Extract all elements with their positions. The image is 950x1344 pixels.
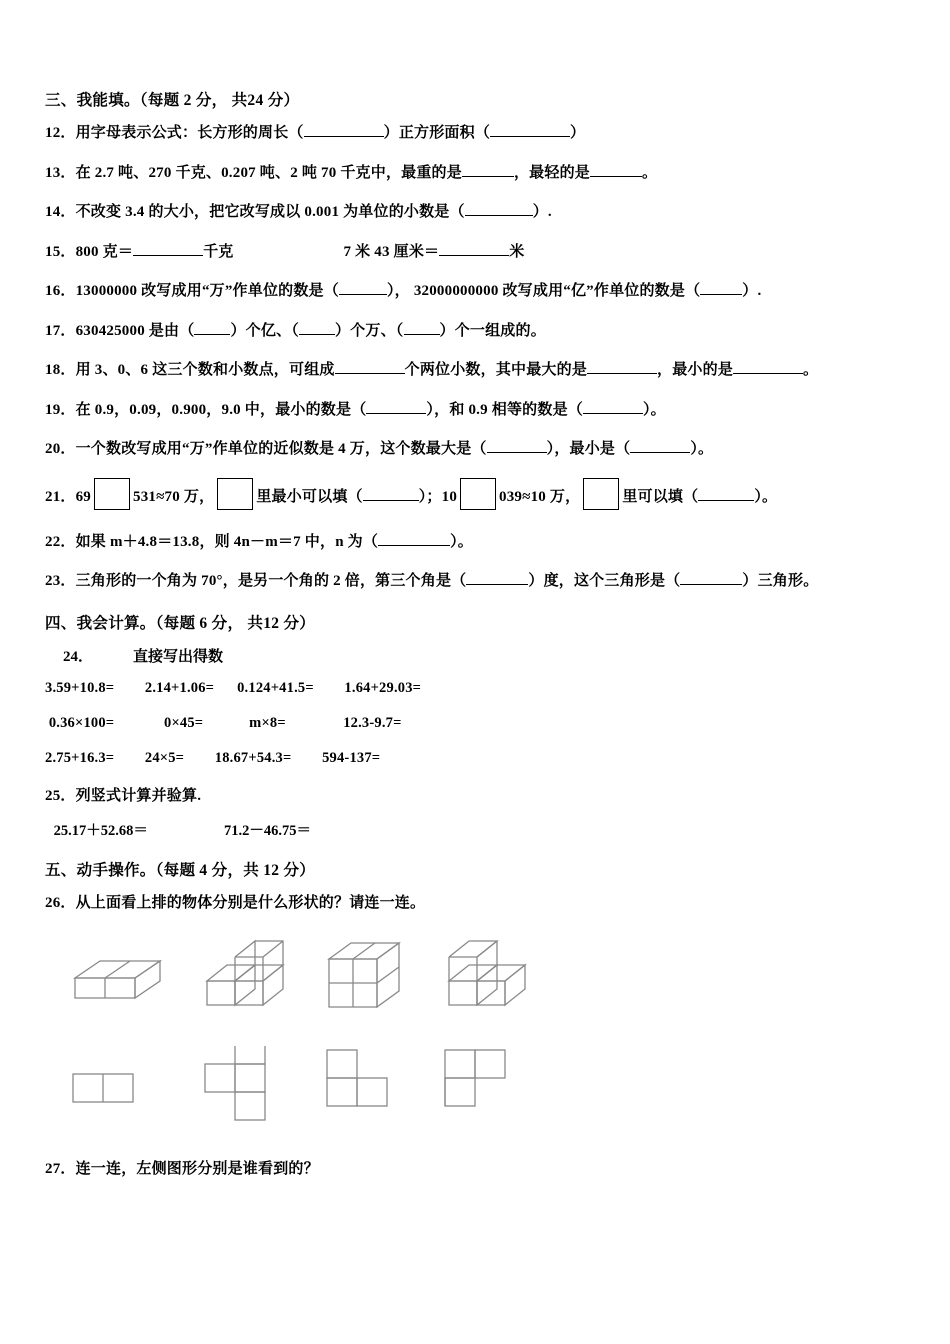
solid-shape-4-icon <box>435 933 555 1028</box>
calc-row-3: 2.75+16.3= 24×5= 18.67+54.3= 594-137= <box>45 749 381 766</box>
answer-blank[interactable] <box>194 334 230 335</box>
question-17-no: 17． <box>45 322 76 339</box>
page-content <box>45 88 910 1197</box>
question-16 <box>45 280 910 303</box>
question-12-text-2: ）正方形面积（ <box>383 125 491 141</box>
question-20-text-3: ）。 <box>690 441 714 457</box>
question-16-text-3: ）. <box>742 283 762 299</box>
question-25-title: 列竖式计算并验算. <box>75 787 202 804</box>
flat-shapes-row <box>45 1046 910 1136</box>
question-27: 27．连一连，左侧图形分别是谁看到的？ <box>45 1160 319 1177</box>
question-21-text-5: 039≈10 万， <box>499 488 581 505</box>
question-19-no: 19． <box>45 401 76 418</box>
solid-shapes-row <box>45 933 910 1028</box>
question-18 <box>45 359 910 382</box>
question-14 <box>45 201 910 224</box>
question-20-text-1: 一个数改写成用“万”作单位的近似数是 4 万，这个数最大是（ <box>75 441 487 457</box>
question-16-text-1: 13000000 改写成用“万”作单位的数是（ <box>75 283 339 299</box>
question-23 <box>45 570 910 593</box>
question-20-no: 20． <box>45 441 76 457</box>
question-14-text-2: ）. <box>532 204 552 220</box>
answer-blank[interactable] <box>335 373 405 374</box>
digit-box[interactable] <box>94 478 130 510</box>
question-25-expressions: 25.17＋52.68＝ 71.2－46.75＝ <box>50 823 311 839</box>
question-26: 26．从上面看上排的物体分别是什么形状的？请连一连。 <box>45 895 426 911</box>
question-19 <box>45 399 910 422</box>
question-12-text-3: ） <box>570 125 586 141</box>
question-13-text-1: 在 2.7 吨、270 千克、0.207 吨、2 吨 70 千克中，最重的是 <box>75 164 462 181</box>
answer-blank[interactable] <box>490 136 570 137</box>
question-23-no: 23． <box>45 573 76 589</box>
answer-blank[interactable] <box>487 452 547 453</box>
question-21-text-4: ）；10 <box>418 488 458 505</box>
question-19-text-1: 在 0.9，0.09，0.900，9.0 中，最小的数是（ <box>75 401 367 418</box>
question-21-text-7: ）。 <box>754 488 778 505</box>
answer-blank[interactable] <box>404 334 440 335</box>
question-21-text-6: 里可以填（ <box>622 488 699 505</box>
question-15-text-4: 米 <box>509 243 525 260</box>
question-15-text-1: 800 克＝ <box>75 243 134 260</box>
question-22-text-2: ）。 <box>450 533 473 550</box>
question-18-text-2: 个两位小数，其中最大的是 <box>404 362 588 378</box>
question-14-no: 14． <box>45 204 76 220</box>
question-17-text-1: 630425000 是由（ <box>75 322 195 339</box>
question-13-text-2: ，最轻的是 <box>513 164 590 181</box>
answer-blank[interactable] <box>439 255 509 256</box>
flat-shape-4-icon <box>435 1046 545 1131</box>
question-20-text-2: ），最小是（ <box>546 441 631 457</box>
question-20 <box>45 438 910 461</box>
question-22 <box>45 531 910 554</box>
answer-blank[interactable] <box>299 334 335 335</box>
question-18-text-1: 用 3、0、6 这三个数和小数点，可组成 <box>75 362 335 378</box>
answer-blank[interactable] <box>583 413 643 414</box>
answer-blank[interactable] <box>700 294 742 295</box>
question-23-text-3: ）三角形。 <box>742 573 819 589</box>
question-25-no: 25． <box>45 787 76 804</box>
question-21-text-2: 531≈70 万， <box>133 488 215 505</box>
answer-blank[interactable] <box>378 545 450 546</box>
question-18-text-3: ，最小的是 <box>657 362 734 378</box>
flat-shape-3-icon <box>317 1046 427 1131</box>
answer-blank[interactable] <box>462 176 514 177</box>
answer-blank[interactable] <box>590 176 642 177</box>
digit-box[interactable] <box>583 478 619 510</box>
question-16-no: 16． <box>45 283 76 299</box>
question-19-text-2: ），和 0.9 相等的数是（ <box>426 401 583 418</box>
question-13 <box>45 162 910 185</box>
answer-blank[interactable] <box>587 373 657 374</box>
question-25 <box>45 785 910 808</box>
answer-blank[interactable] <box>698 500 754 501</box>
answer-blank[interactable] <box>363 500 419 501</box>
question-24 <box>45 645 910 666</box>
question-23-text-1: 三角形的一个角为 70°，是另一个角的 2 倍，第三个角是（ <box>75 573 467 589</box>
answer-blank[interactable] <box>733 373 803 374</box>
question-24-title: 直接写出得数 <box>133 648 224 665</box>
question-12-text-1: 用字母表示公式：长方形的周长（ <box>75 125 304 141</box>
question-18-text-4: 。 <box>803 362 819 378</box>
answer-blank[interactable] <box>466 584 528 585</box>
question-15 <box>45 241 910 264</box>
section-heading-hands-on: 五、动手操作。（每题 4 分，共 12 分） <box>45 862 316 879</box>
question-17-text-4: ）个一组成的。 <box>439 322 546 339</box>
answer-blank[interactable] <box>630 452 690 453</box>
answer-blank[interactable] <box>465 215 533 216</box>
question-17-text-3: ）个万、（ <box>334 322 404 339</box>
question-21 <box>45 478 910 517</box>
question-15-text-2: 千克 <box>203 243 234 260</box>
solid-shape-2-icon <box>195 933 305 1028</box>
question-16-text-2: ）， 32000000000 改写成用“亿”作单位的数是（ <box>386 283 701 299</box>
question-13-text-3: 。 <box>641 164 658 181</box>
question-19-text-3: ）。 <box>642 401 666 418</box>
answer-blank[interactable] <box>304 136 384 137</box>
digit-box[interactable] <box>217 478 253 510</box>
question-17 <box>45 320 910 343</box>
question-15-text-3: 7 米 43 厘米＝ <box>343 243 440 260</box>
question-17-text-2: ）个亿、（ <box>230 322 299 339</box>
digit-box[interactable] <box>460 478 496 510</box>
flat-shape-1-icon <box>65 1056 175 1126</box>
answer-blank[interactable] <box>366 413 426 414</box>
question-22-text-1: 如果 m＋4.8＝13.8，则 4n－m＝7 中，n 为（ <box>75 533 379 550</box>
calc-row-2: 0.36×100= 0×45= m×8= 12.3-9.7= <box>45 714 402 731</box>
answer-blank[interactable] <box>133 255 203 256</box>
question-18-no: 18． <box>45 362 76 378</box>
question-21-no: 21． <box>45 488 76 505</box>
solid-shape-1-icon <box>65 933 175 1023</box>
answer-blank[interactable] <box>680 584 742 585</box>
question-12 <box>45 122 910 145</box>
flat-shape-2-icon <box>195 1046 305 1131</box>
question-15-no: 15． <box>45 243 76 260</box>
question-12-no: 12． <box>45 125 76 141</box>
question-21-text-1: 69 <box>75 488 92 505</box>
answer-blank[interactable] <box>339 294 387 295</box>
question-22-no: 22． <box>45 533 76 550</box>
section-heading-compute: 四、我会计算。（每题 6 分， 共12 分） <box>45 614 316 632</box>
question-23-text-2: ）度，这个三角形是（ <box>528 573 681 589</box>
solid-shape-3-icon <box>317 933 427 1028</box>
calc-row-1: 3.59+10.8= 2.14+1.06= 0.124+41.5= 1.64+29.03= <box>45 679 422 696</box>
question-24-no: 24． <box>63 648 94 665</box>
question-14-text-1: 不改变 3.4 的大小，把它改写成以 0.001 为单位的小数是（ <box>75 204 465 220</box>
section-heading-fill-in: 三、我能填。（每题 2 分， 共24 分） <box>45 92 300 109</box>
question-21-text-3: 里最小可以填（ <box>256 488 363 505</box>
question-13-no: 13． <box>45 164 76 181</box>
